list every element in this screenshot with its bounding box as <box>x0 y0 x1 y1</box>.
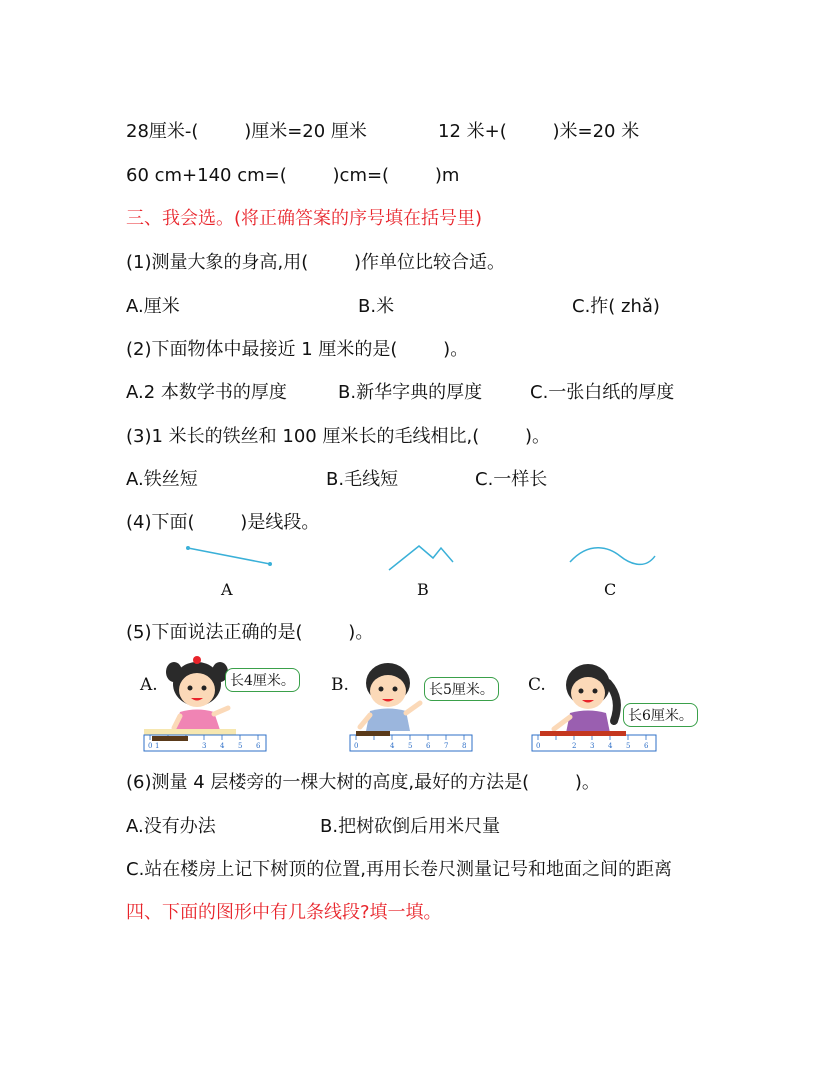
figure-a-line-segment <box>180 540 280 580</box>
svg-text:3: 3 <box>202 742 207 750</box>
q2-text: (2)下面物体中最接近 1 厘米的是( )。 <box>126 339 469 360</box>
q5-label-b: B. <box>331 675 349 695</box>
q6-option-a: A.没有办法 <box>126 816 216 837</box>
figure-c-curve <box>565 540 660 575</box>
svg-text:4: 4 <box>608 742 613 750</box>
q5-speech-bubble-b: 长5厘米。 <box>424 677 499 701</box>
svg-text:8: 8 <box>462 742 467 750</box>
q5-speech-bubble-a: 长4厘米。 <box>225 668 300 692</box>
q5-illustration-boy-b <box>348 655 476 754</box>
svg-text:0: 0 <box>536 742 541 750</box>
svg-text:2: 2 <box>572 742 577 750</box>
q3-option-b: B.毛线短 <box>326 469 399 490</box>
q6-option-b: B.把树砍倒后用米尺量 <box>320 816 501 837</box>
figure-c-label: C <box>604 580 617 599</box>
svg-text:5: 5 <box>408 742 413 750</box>
figure-a-label: A <box>221 580 233 599</box>
svg-text:7: 7 <box>444 742 449 750</box>
svg-text:5: 5 <box>238 742 243 750</box>
svg-text:6: 6 <box>426 742 431 750</box>
section4-heading: 四、下面的图形中有几条线段?填一填。 <box>126 902 442 923</box>
q3-text: (3)1 米长的铁丝和 100 厘米长的毛线相比,( )。 <box>126 426 551 447</box>
q5-label-c: C. <box>528 675 546 695</box>
q5-text: (5)下面说法正确的是( )。 <box>126 622 374 643</box>
section3-heading: 三、我会选。(将正确答案的序号填在括号里) <box>126 208 483 229</box>
fill-in-row1-right: 12 米+( )米=20 米 <box>438 121 640 142</box>
fill-in-row1-left: 28厘米-( )厘米=20 厘米 <box>126 121 367 142</box>
svg-text:1: 1 <box>155 742 160 750</box>
fill-in-row2: 60 cm+140 cm=( )cm=( )m <box>126 165 460 186</box>
q6-text: (6)测量 4 层楼旁的一棵大树的高度,最好的方法是( )。 <box>126 772 600 793</box>
svg-text:5: 5 <box>626 742 631 750</box>
q2-option-c: C.一张白纸的厚度 <box>530 382 675 403</box>
svg-text:6: 6 <box>644 742 649 750</box>
figure-b-label: B <box>417 580 429 599</box>
svg-text:4: 4 <box>390 742 395 750</box>
q3-option-c: C.一样长 <box>475 469 548 490</box>
figure-b-broken-line <box>385 540 460 575</box>
q1-option-a: A.厘米 <box>126 296 180 317</box>
svg-text:6: 6 <box>256 742 261 750</box>
q4-text: (4)下面( )是线段。 <box>126 512 320 533</box>
q2-option-a: A.2 本数学书的厚度 <box>126 382 287 403</box>
svg-text:4: 4 <box>220 742 225 750</box>
q5-speech-bubble-c: 长6厘米。 <box>623 703 698 727</box>
svg-text:0: 0 <box>148 742 153 750</box>
q5-label-a: A. <box>140 675 158 695</box>
q1-option-c: C.拃( zhǎ) <box>572 296 660 317</box>
q1-option-b: B.米 <box>358 296 395 317</box>
q1-text: (1)测量大象的身高,用( )作单位比较合适。 <box>126 252 506 273</box>
q6-option-c: C.站在楼房上记下树顶的位置,再用长卷尺测量记号和地面之间的距离 <box>126 859 673 880</box>
svg-text:3: 3 <box>590 742 595 750</box>
svg-text:0: 0 <box>354 742 359 750</box>
q2-option-b: B.新华字典的厚度 <box>338 382 483 403</box>
q3-option-a: A.铁丝短 <box>126 469 198 490</box>
